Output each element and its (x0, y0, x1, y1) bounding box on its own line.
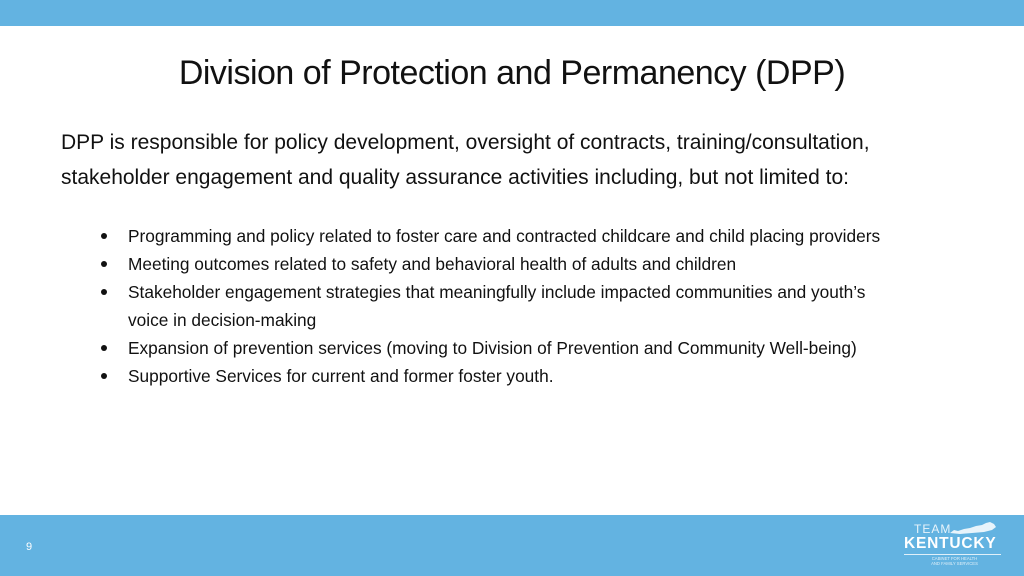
page-number: 9 (26, 541, 33, 553)
list-item (101, 362, 901, 390)
list-item (101, 250, 901, 278)
list-item (101, 334, 901, 362)
bullet-text: Programming and policy related to foster care and contracted childcare and child placing providers (128, 226, 881, 246)
kentucky-state-icon (948, 521, 998, 535)
bullet-icon (101, 261, 107, 267)
bullet-icon (101, 345, 107, 351)
logo-divider (904, 554, 1001, 555)
footer-bar (0, 515, 1024, 576)
intro-paragraph: DPP is responsible for policy development, oversight of contracts, training/consultation, stakeholder engagement and quality assurance activities including, but not limited to: (61, 131, 870, 189)
logo-team-text: TEAM (914, 522, 952, 536)
logo-cabinet-text: CABINET FOR HEALTH AND FAMILY SERVICES (931, 556, 978, 566)
top-accent-bar (0, 0, 1024, 26)
bullet-icon (101, 289, 107, 295)
bullet-icon (101, 373, 107, 379)
team-kentucky-logo (904, 521, 1004, 573)
bullet-icon (101, 233, 107, 239)
bullet-text: Expansion of prevention services (moving to Division of Prevention and Community Well-being) (128, 338, 857, 358)
bullet-text: Meeting outcomes related to safety and behavioral health of adults and children (128, 254, 737, 274)
bullet-text: Stakeholder engagement strategies that meaningfully include impacted communities and youth’s voice in decision-making (128, 282, 866, 330)
slide-title: Division of Protection and Permanency (DPP) (178, 54, 846, 92)
list-item (101, 278, 901, 334)
logo-kentucky-text: KENTUCKY (904, 535, 997, 552)
bullet-text: Supportive Services for current and former foster youth. (128, 366, 554, 386)
bullet-list (101, 222, 901, 390)
list-item (101, 222, 901, 250)
